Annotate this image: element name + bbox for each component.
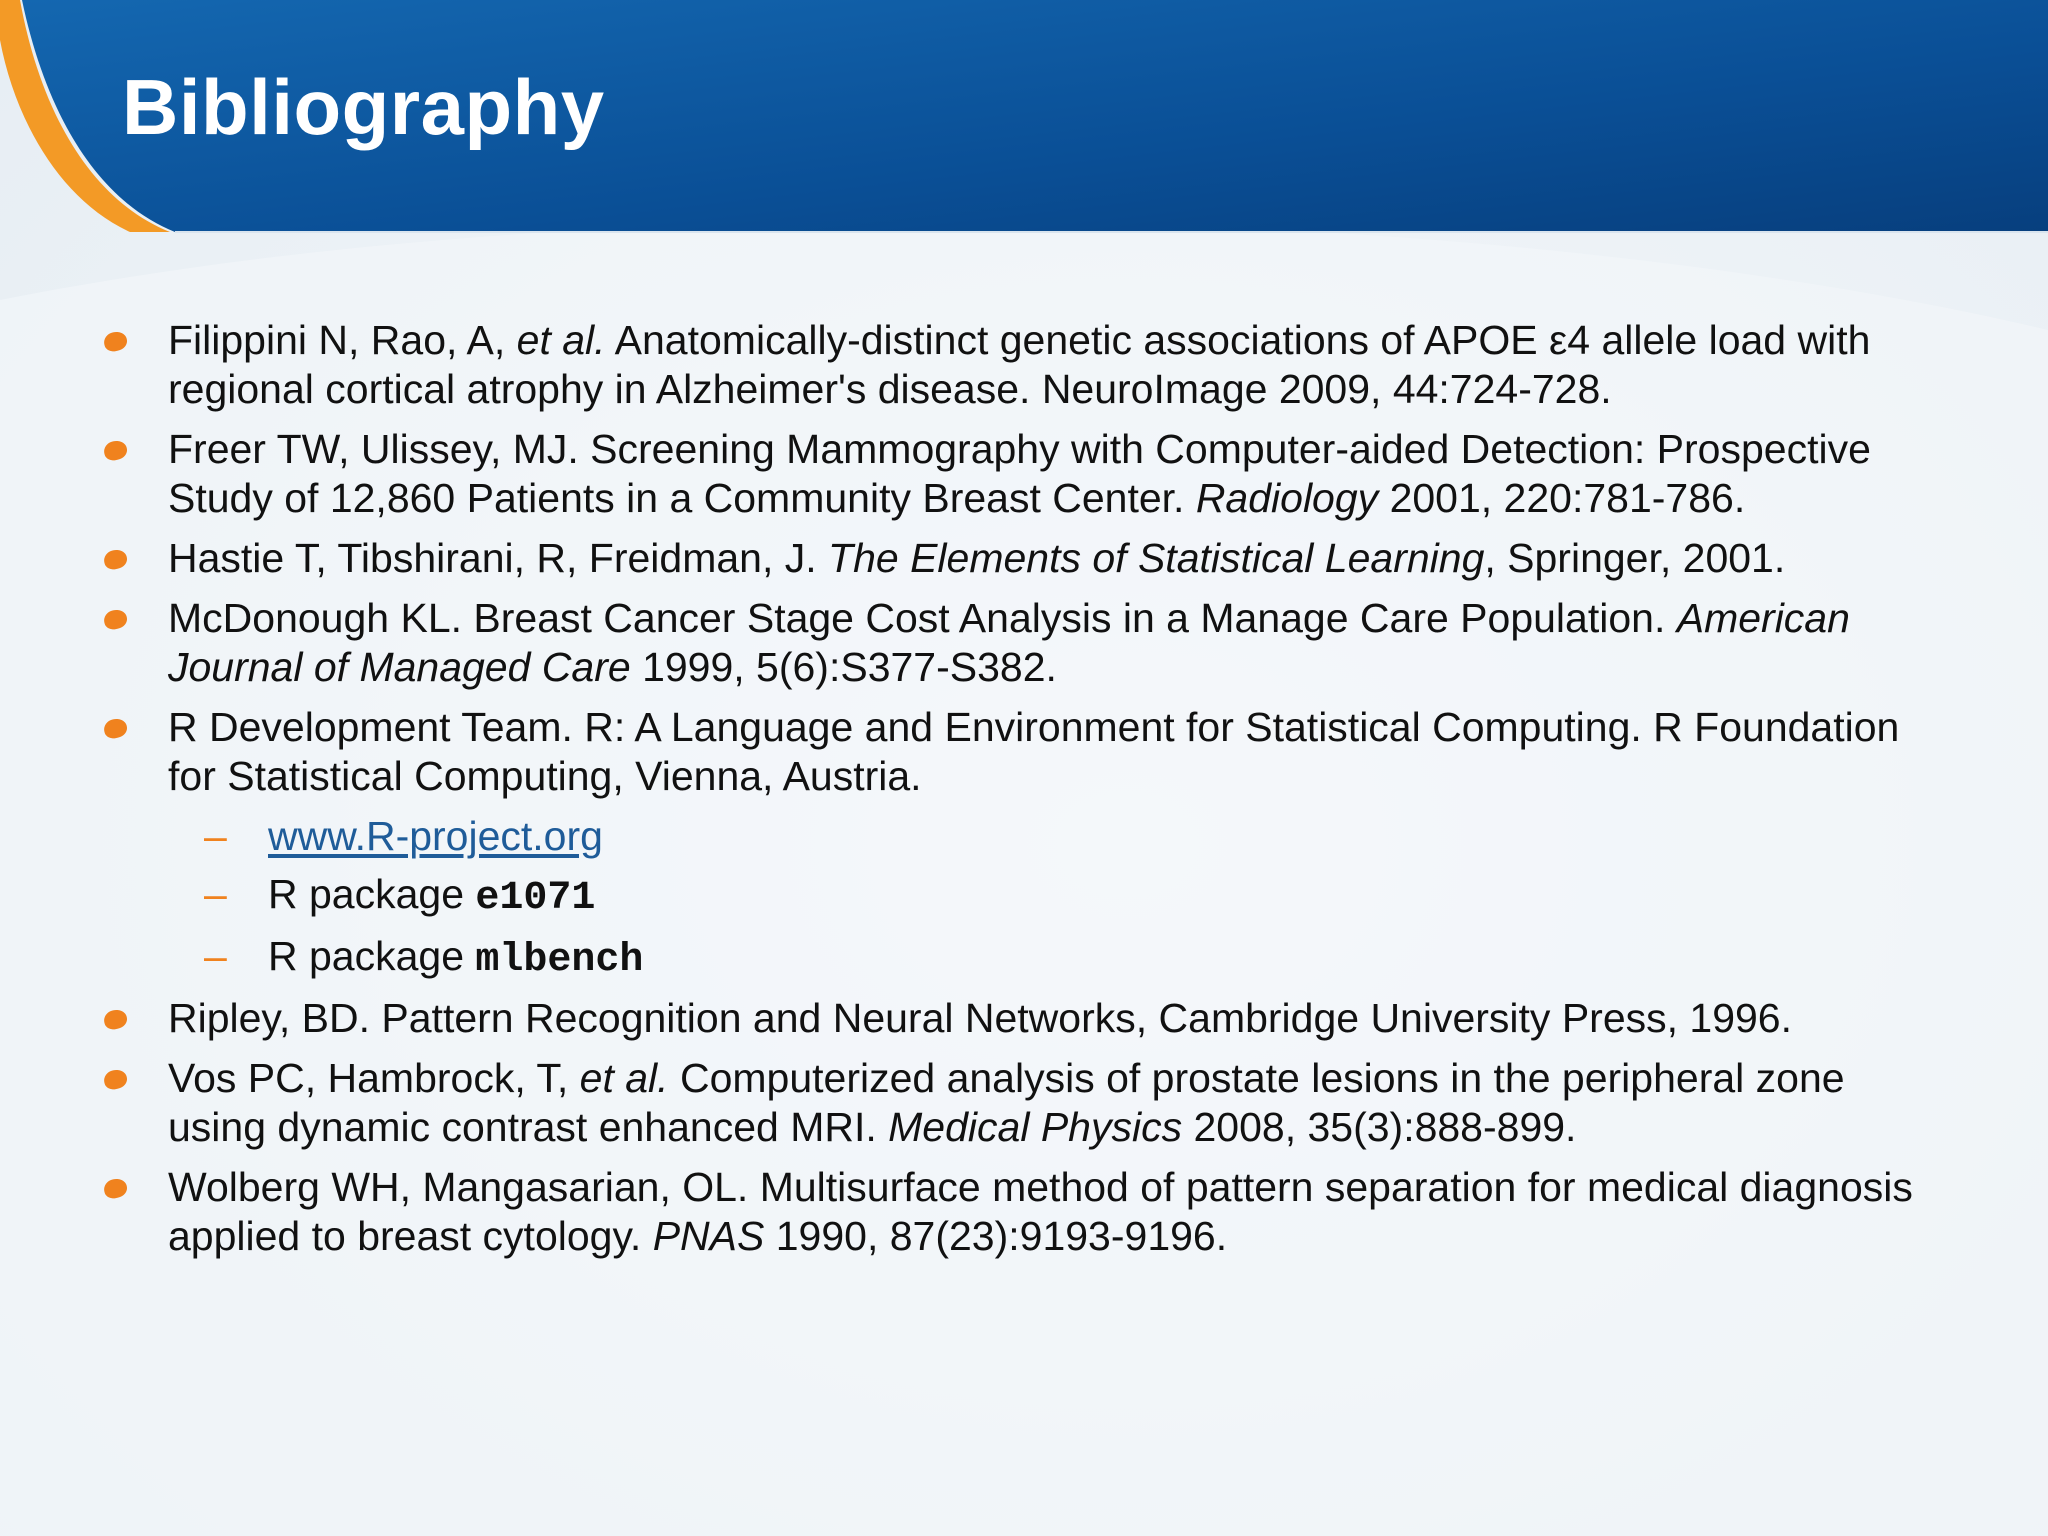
bullet-icon <box>102 439 128 462</box>
dash-bullet-icon: – <box>204 933 227 979</box>
slide-title: Bibliography <box>122 63 605 151</box>
reference-link[interactable]: www.R-project.org <box>268 813 603 859</box>
bullet-icon <box>102 1068 128 1091</box>
reference-item <box>100 316 1950 414</box>
reference-text: 1990, 87(23):9193-9196. <box>764 1213 1228 1259</box>
reference-citation <box>168 595 1850 690</box>
reference-text: Computerized analysis of prostate lesions in the peripheral zone using dynamic contrast enhanced MRI. <box>168 1055 1845 1150</box>
bibliography-list <box>100 316 1950 1272</box>
reference-text: 1999, 5(6):S377-S382. <box>630 644 1057 690</box>
reference-citation <box>168 1164 1913 1259</box>
reference-text: Filippini N, Rao, A, <box>168 317 517 363</box>
italic-text: Radiology <box>1195 475 1379 521</box>
bullet-icon <box>102 717 128 740</box>
italic-text: American Journal of Managed Care <box>168 595 1850 690</box>
reference-text: , Springer, 2001. <box>1484 535 1786 581</box>
reference-text: McDonough KL. Breast Cancer Stage Cost Analysis in a Manage Care Population. <box>168 595 1677 641</box>
reference-subitem <box>100 812 1950 861</box>
reference-citation <box>168 426 1871 521</box>
reference-text: R Development Team. R: A Language and Environment for Statistical Computing. R Foundation for Statistical Computing, Vienna, Austria. <box>168 704 1900 799</box>
reference-text: R package <box>268 871 476 917</box>
reference-text: Ripley, BD. Pattern Recognition and Neural Networks, Cambridge University Press, 1996. <box>168 995 1793 1041</box>
italic-text: The Elements of Statistical Learning <box>828 535 1485 581</box>
reference-citation <box>168 317 1870 412</box>
dash-bullet-icon: – <box>204 813 227 859</box>
package-name: mlbench <box>475 938 644 983</box>
bullet-icon <box>102 608 128 631</box>
reference-item <box>100 994 1950 1043</box>
reference-text: 2001, 220:781-786. <box>1378 475 1746 521</box>
reference-text: R package <box>268 933 476 979</box>
reference-text: Wolberg WH, Mangasarian, OL. Multisurface method of pattern separation for medical diagnosis applied to breast cytology. <box>168 1164 1913 1259</box>
reference-subitem <box>100 932 1950 985</box>
bullet-icon <box>102 1008 128 1031</box>
reference-text: Hastie T, Tibshirani, R, Freidman, J. <box>168 535 829 581</box>
reference-citation <box>168 704 1899 799</box>
reference-item <box>100 1163 1950 1261</box>
italic-text: Medical Physics <box>888 1104 1183 1150</box>
reference-text: Freer TW, Ulissey, MJ. Screening Mammography with Computer-aided Detection: Prospective Study of 12,860 Patients in a Community Breast Center. <box>168 426 1871 521</box>
bullet-icon <box>102 330 128 353</box>
reference-text: Anatomically-distinct genetic associations of APOE ε4 allele load with regional cortical atrophy in Alzheimer's disease. NeuroImage 2009, 44:724-728. <box>168 317 1871 412</box>
dash-bullet-icon: – <box>204 871 227 917</box>
reference-citation <box>168 1055 1845 1150</box>
bullet-icon <box>102 548 128 571</box>
reference-item <box>100 534 1950 583</box>
reference-subitem <box>100 870 1950 923</box>
reference-item <box>100 425 1950 523</box>
reference-citation <box>168 995 1792 1041</box>
italic-text: et al. <box>579 1055 669 1101</box>
reference-text: Vos PC, Hambrock, T, <box>168 1055 580 1101</box>
bullet-icon <box>102 1177 128 1200</box>
package-name: e1071 <box>475 876 596 921</box>
italic-text: et al. <box>516 317 606 363</box>
reference-citation <box>168 535 1785 581</box>
reference-item <box>100 1054 1950 1152</box>
reference-item <box>100 703 1950 801</box>
reference-text: 2008, 35(3):888-899. <box>1182 1104 1577 1150</box>
italic-text: PNAS <box>652 1213 765 1259</box>
reference-item <box>100 594 1950 692</box>
